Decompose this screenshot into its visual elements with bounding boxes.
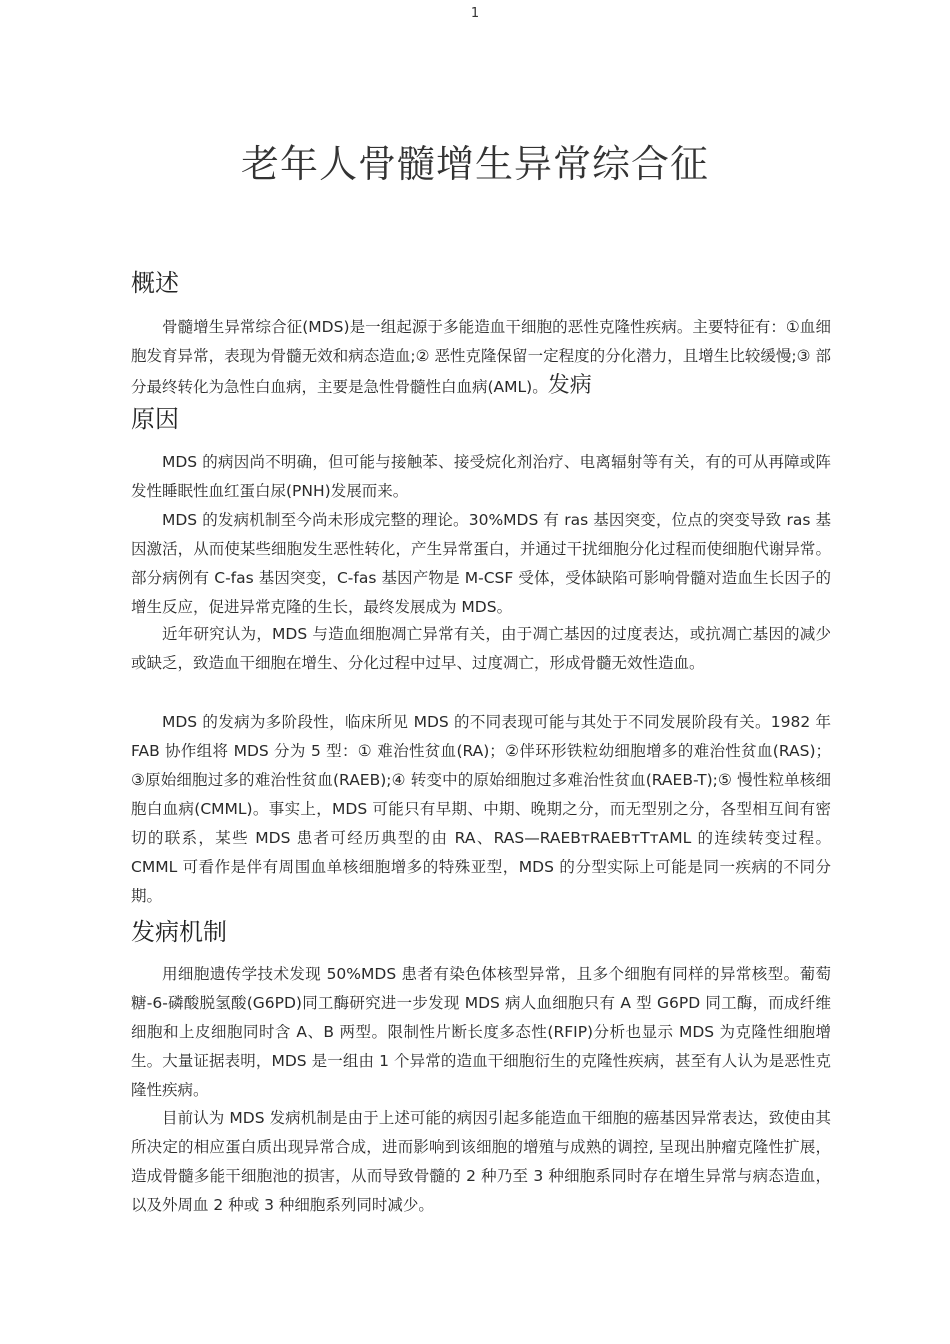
cause-paragraph-1: MDS 的病因尚不明确，但可能与接触苯、接受烷化剂治疗、电离辐射等有关，有的可从再障或阵发性睡眠性血红蛋白尿(PNH)发展而来。 [131, 453, 831, 500]
overview-text: 骨髓增生异常综合征(MDS)是一组起源于多能造血干细胞的恶性克隆性疾病。主要特征有：①血细胞发育异常，表现为骨髓无效和病态造血;② 恶性克隆保留一定程度的分化潜力，且增生比较缓慢;③ 部分最终转化为急性白血病，主要是急性骨髓性白血病(AML)。 [131, 318, 831, 396]
mechanism-paragraph-1: 用细胞遗传学技术发现 50%MDS 患者有染色体核型异常，且多个细胞有同样的异常核型。葡萄糖-6-磷酸脱氢酸(G6PD)同工酶研究进一步发现 MDS 病人血细胞只有 A 型 G6PD 同工酶，而成纤维细胞和上皮细胞同时含 A、B 两型。限制性片断长度多态性(RFIP)分析也显示 MDS 为克隆性细胞增生。大量证据表明，MDS 是一组由 1 个异常的造血干细胞衍生的克隆性疾病，甚至有人认为是恶性克隆性疾病。 [131, 965, 831, 1099]
cause-paragraph-2: MDS 的发病机制至今尚未形成完整的理论。30%MDS 有 ras 基因突变，位点的突变导致 ras 基因激活，从而使某些细胞发生恶性转化，产生异常蛋白，并通过干扰细胞分化过程而使细胞代谢异常。部分病例有 C-fas 基因突变，C-fas 基因产物是 M-CSF 受体，受体缺陷可影响骨髓对造血生长因子的增生反应，促进异常克隆的生长，最终发展成为 MDS。 [131, 511, 831, 616]
section-heading-cause-part1: 发病 [547, 373, 592, 398]
overview-paragraph [131, 313, 831, 402]
cause-paragraph-3: 近年研究认为，MDS 与造血细胞凋亡异常有关，由于凋亡基因的过度表达，或抗凋亡基因的减少或缺乏，致造血干细胞在增生、分化过程中过早、过度凋亡，形成骨髓无效性造血。 [131, 625, 831, 672]
page-number: 1 [470, 6, 480, 21]
section-heading-cause: 原因 [131, 405, 179, 433]
mechanism-paragraph-2: 目前认为 MDS 发病机制是由于上述可能的病因引起多能造血干细胞的癌基因异常表达，致使由其所决定的相应蛋白质出现异常合成，进而影响到该细胞的增殖与成熟的调控, 呈现出肿瘤克隆性扩展，造成骨髓多能干细胞池的损害，从而导致骨髓的 2 种乃至 3 种细胞系同时存在增生异常与病态造血，以及外周血 2 种或 3 种细胞系列同时减少。 [131, 1109, 831, 1214]
section-heading-overview: 概述 [131, 269, 179, 297]
section-heading-mechanism: 发病机制 [131, 918, 227, 946]
document-title: 老年人骨髓增生异常综合征 [240, 142, 709, 186]
cause-paragraph-4: MDS 的发病为多阶段性，临床所见 MDS 的不同表现可能与其处于不同发展阶段有关。1982 年 FAB 协作组将 MDS 分为 5 型：① 难治性贫血(RA)；②伴环形铁粒幼细胞增多的难治性贫血(RAS)；③原始细胞过多的难治性贫血(RAEB);④ 转变中的原始细胞过多难治性贫血(RAEB-T);⑤ 慢性粒单核细胞白血病(CMML)。事实上，MDS 可能只有早期、中期、晚期之分，而无型别之分，各型相互间有密切的联系，某些 MDS 患者可经历典型的由 RA、RAS—RAEBᴛRAEBᴛTᴛAML 的连续转变过程。CMML 可看作是伴有周围血单核细胞增多的特殊亚型，MDS 的分型实际上可能是同一疾病的不同分期。 [131, 713, 831, 905]
